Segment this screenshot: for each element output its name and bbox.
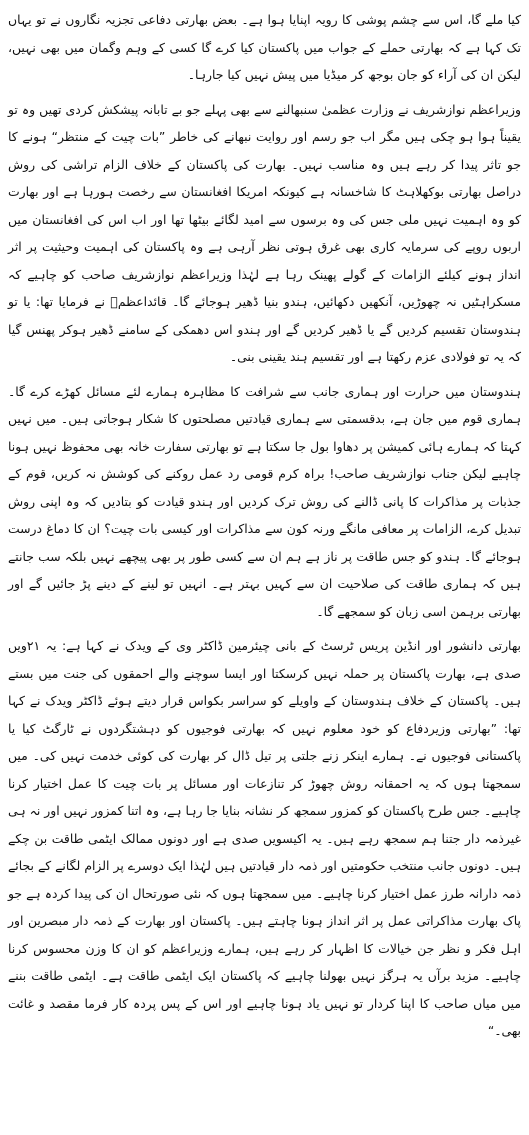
article-paragraph-3: ہندوستان میں حرارت اور ہماری جانب سے شرافت کا مظاہرہ ہمارے لئے مسائل کھڑے کرے گا۔ ہماری قوم میں جان ہے، بدقسمتی سے ہماری قیادتیں مصلحتوں کا شکار ہوجاتی ہیں۔ میں نہیں کہتا کہ ہمارے ہائی کمیشن پر دھاوا بول جا سکتا ہے تو بھارتی سفارت خانہ بھی محفوظ نہیں ہونا چاہیے لیکن جناب نوازشریف صاحب! براہ کرم قومی رد عمل روکنے کی کوشش نہ کریں، قوم کے جذبات پر مذاکرات کا پانی ڈالنے کی روش ترک کردیں اور ہندو قیادت کو بتادیں کہ وہ اپنی روش تبدیل کرے، الزامات پر معافی مانگے ورنہ کون سے مذاکرات اور کیسی بات چیت؟ ان کا دماغ درست ہوجائے گا۔ ہندو کو جس طاقت پر ناز ہے ہم ان سے کسی طور پر بھی پیچھے نہیں بلکہ سب جانتے ہیں کہ ہماری طاقت کی صلاحیت ان سے کہیں بہتر ہے۔ انہیں تو لینے کے دینے پڑ جائیں گے اور بھارتی برہمن اسی زبان کو سمجھے گا۔	[8, 383, 521, 619]
article-paragraph-4: بھارتی دانشور اور انڈین پریس ٹرسٹ کے بانی چیئرمین ڈاکٹر وی کے ویدک نے کہا ہے: یہ ۲۱ویں صدی ہے، بھارت پاکستان پر حملہ نہیں کرسکتا اور ایسا سوچنے والے احمقوں کی جنت میں بستے ہیں۔ پاکستان کے خلاف ہندوستان کے واویلے کو سراسر بکواس قرار دیتے ہوئے ڈاکٹر ویدک نے کہا تھا: ”بھارتی وزیردفاع کو خود معلوم نہیں کہ بھارتی فوجیوں کو دہشتگردوں نے ٹارگٹ کیا یا پاکستانی فوجیوں نے۔ ہمارے اینکر زنے جلتی پر تیل ڈال کر بھارت کی کوئی خدمت نہیں کی۔ میں سمجھتا ہوں کہ یہ احمقانہ روش چھوڑ کر تنازعات اور مسائل پر بات چیت کا عمل اختیار کرنا چاہیے۔ جس طرح پاکستان کو کمزور سمجھ کر نشانہ بنایا جا رہا ہے، وہ اتنا کمزور نہیں اور نہ ہی غیرذمہ دار جتنا ہم سمجھ رہے ہیں۔ یہ اکیسویں صدی ہے اور دونوں ممالک ایٹمی طاقت بن چکے ہیں۔ دونوں جانب منتخب حکومتیں اور ذمہ دار قیادتیں ہیں لہٰذا ایک دوسرے پر الزام لگانے کے بجائے ذمہ دارانہ طرز عمل اختیار کرنا چاہیے۔ میں سمجھتا ہوں کہ نئی صورتحال ان کی پیدا کردہ ہے جو پاک بھارت مذاکراتی عمل پر اثر انداز ہونا چاہتے ہیں۔ پاکستان اور بھارت کے ذمہ دار مبصرین اور اہل فکر و نظر جن خیالات کا اظہار کر رہے ہیں، ہمارے وزیراعظم کو ان کا وزن محسوس کرنا چاہیے۔ مزید برآں یہ ہرگز نہیں بھولنا چاہیے کہ پاکستان ایک ایٹمی طاقت ہے۔ ایٹمی طاقت بننے میں میاں صاحب کا اپنا کردار تو نہیں یاد ہونا چاہیے اور اس کے پس پردہ کار فرما مقصد و غائت بھی۔“	[8, 638, 521, 1038]
article-paragraph-2: وزیراعظم نوازشریف نے وزارت عظمیٰ سنبھالنے سے بھی پہلے جو بے تابانہ پیشکش کردی تھیں وہ تو یقیناً ہوا ہو چکی ہیں مگر اب جو رسم اور روایت نبھانے کی خاطر ”بات چیت کے منتظر“ ہونے کا جو تاثر پیدا کر رہے ہیں وہ مناسب نہیں۔ بھارت کی پاکستان کے خلاف الزام تراشی کی روش دراصل بھارتی بوکھلاہٹ کا شاخسانہ ہے کیونکہ امریکا افغانستان سے رخصت ہورہا ہے اور بھارت کو وہ اہمیت نہیں ملی جس کی وہ برسوں سے امید لگائے بیٹھا تھا اور اب اس کی افغانستان میں اربوں روپے کی سرمایہ کاری بھی غرق ہوتی نظر آرہی ہے وہ پاکستان کی اہمیت وحیثیت پر اثر انداز ہونے کیلئے الزامات کے گولے پھینک رہا ہے لہٰذا وزیراعظم نوازشریف صاحب کو چاہیے کہ مسکراہٹیں نہ چھوڑیں، آنکھیں دکھائیں، ہندو بنیا ڈھیر ہوجائے گا۔ قائداعظمؒ نے فرمایا تھا: یا تو ہندوستان تقسیم کردیں گے یا ڈھیر کردیں گے اور ہندو اس دھمکی کے سامنے ڈھیر ہوکر پھنس گیا کہ یہ تو فولادی عزم رکھتا ہے اور تقسیم ہند یقینی بنی۔	[8, 101, 521, 364]
article-paragraph-1: کیا ملے گا، اس سے چشم پوشی کا رویہ اپنایا ہوا ہے۔ بعض بھارتی دفاعی تجزیہ نگاروں نے تو یہاں تک کہا ہے کہ بھارتی حملے کے جواب میں پاکستان کیا کرے گا کسی کے وہم وگمان میں بھی نہیں، لیکن ان کی آراء کو جان بوجھ کر میڈیا میں پیش نہیں کیا جارہا۔	[8, 12, 521, 82]
